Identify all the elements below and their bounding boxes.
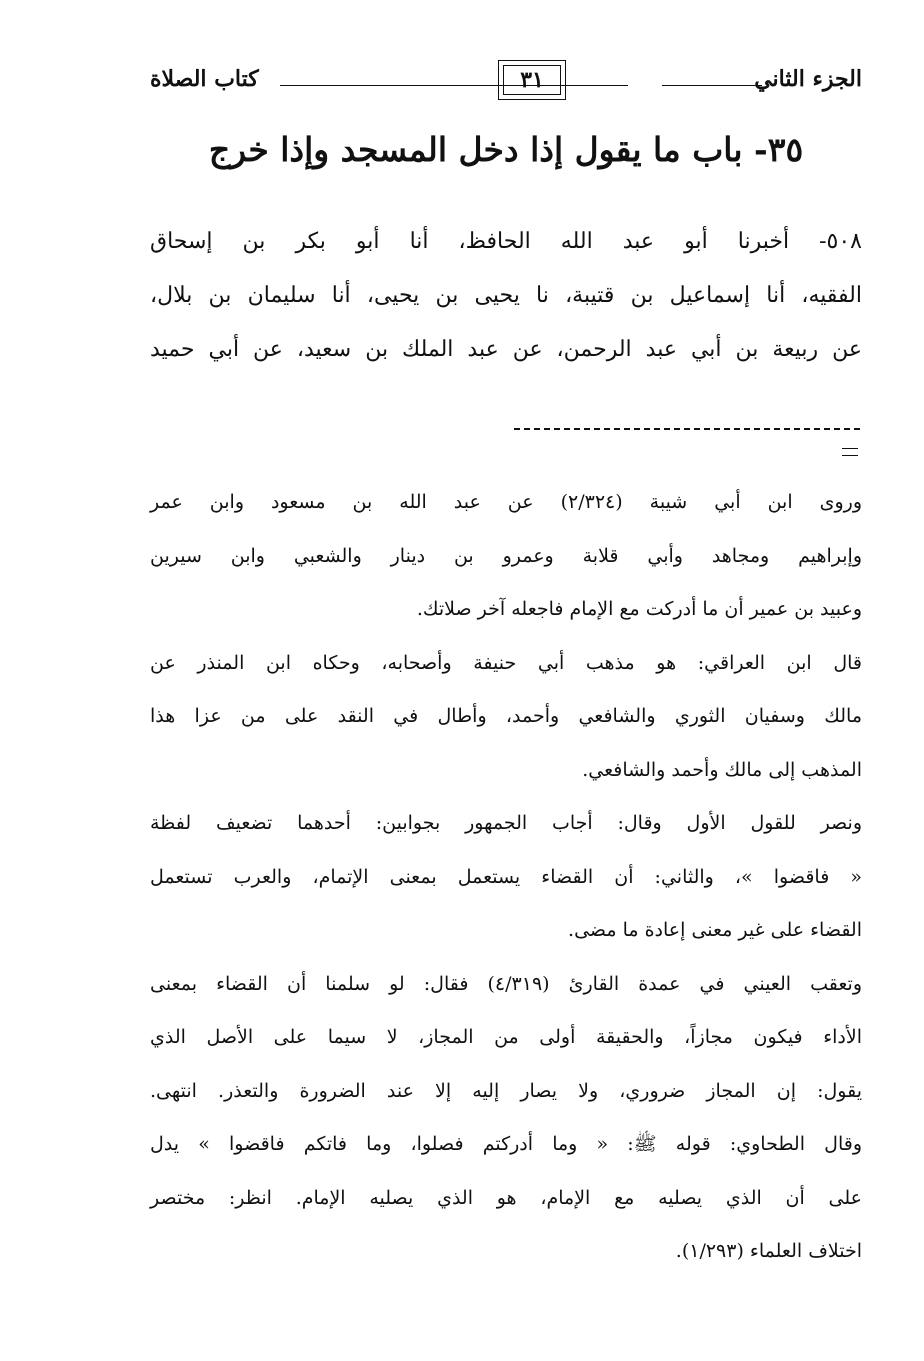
- running-header: [150, 60, 862, 106]
- footnote-line: « فاقضوا »، والثاني: أن القضاء يستعمل بمعنى الإتمام، والعرب تستعمل: [150, 865, 862, 888]
- main-text-line: الفقيه، أنا إسماعيل بن قتيبة، نا يحيى بن يحيى، أنا سليمان بن بلال،: [150, 283, 862, 308]
- footnote-line: مالك وسفيان الثوري والشافعي وأحمد، وأطال في النقد على من عزا هذا: [150, 705, 862, 727]
- footnote-separator: [512, 418, 860, 438]
- footnote-line: وقال الطحاوي: قوله ﷺ: « وما أدركتم فصلوا، وما فاتكم فاقضوا » يدل: [150, 1133, 862, 1155]
- footnote-line: ونصر للقول الأول وقال: أجاب الجمهور بجوابين: أحدهما تضعيف لفظة: [150, 812, 862, 834]
- footnote-line: الأداء فيكون مجازاً، والحقيقة أولى من المجاز، لا سيما على الأصل الذي: [150, 1026, 862, 1048]
- header-rule-right: [662, 85, 762, 86]
- page-number: ٣١: [520, 67, 544, 93]
- chapter-title: ٣٥- باب ما يقول إذا دخل المسجد وإذا خرج: [208, 130, 804, 169]
- main-text-line: عن ربيعة بن أبي عبد الرحمن، عن عبد الملك بن سعيد، عن أبي حميد: [150, 337, 862, 362]
- header-part-label: الجزء الثاني: [754, 66, 862, 92]
- footnote-line: يقول: إن المجاز ضروري، ولا يصار إليه إلا عند الضرورة والتعذر. انتهى.: [150, 1079, 862, 1102]
- header-book-label: كتاب الصلاة: [150, 66, 259, 92]
- footnote-continuation-mark: [842, 448, 858, 456]
- main-text: [150, 215, 862, 377]
- footnote-line: القضاء على غير معنى إعادة ما مضى.: [568, 919, 862, 941]
- main-text-line: ٥٠٨- أخبرنا أبو عبد الله الحافظ، أنا أبو بكر بن إسحاق: [150, 229, 862, 254]
- footnote-line: المذهب إلى مالك وأحمد والشافعي.: [582, 758, 862, 781]
- footnote-line: على أن الذي يصليه مع الإمام، هو الذي يصليه الإمام. انظر: مختصر: [150, 1186, 862, 1209]
- footnote-dashed-rule: [514, 428, 860, 430]
- footnote-line: قال ابن العراقي: هو مذهب أبي حنيفة وأصحابه، وحكاه ابن المنذر عن: [150, 651, 862, 674]
- footnote-line: اختلاف العلماء (١/٢٩٣).: [675, 1240, 862, 1262]
- footnotes: [150, 476, 862, 1279]
- footnote-line: وتعقب العيني في عمدة القارئ (٤/٣١٩) فقال: لو سلمنا أن القضاء بمعنى: [150, 972, 862, 995]
- footnote-line: وروى ابن أبي شيبة (٢/٣٢٤) عن عبد الله بن مسعود وابن عمر: [150, 491, 862, 513]
- header-rule-left: [280, 85, 628, 86]
- page-number-box: [498, 60, 566, 100]
- footnote-line: وإبراهيم ومجاهد وأبي قلابة وعمرو بن دينار والشعبي وابن سيرين: [150, 544, 862, 567]
- footnote-line: وعبيد بن عمير أن ما أدركت مع الإمام فاجعله آخر صلاتك.: [416, 598, 862, 620]
